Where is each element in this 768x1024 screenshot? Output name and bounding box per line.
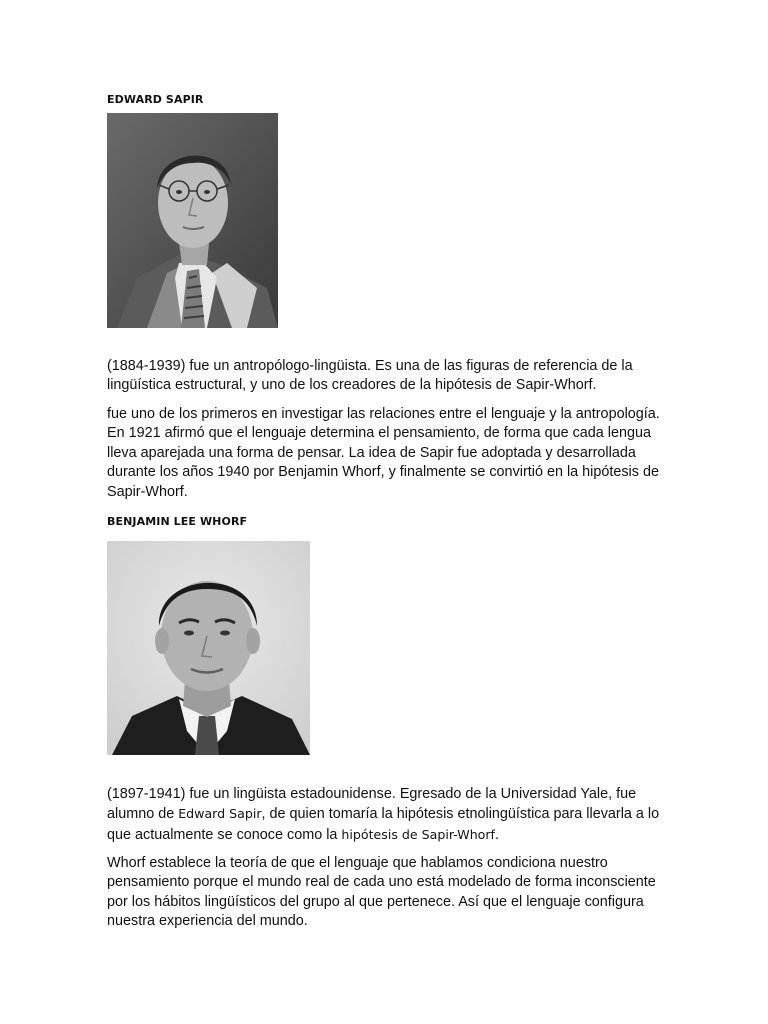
heading-benjamin-lee-whorf: BENJAMIN LEE WHORF — [107, 515, 248, 528]
whorf-paragraph-1-term: hipótesis de Sapir-Whorf — [341, 826, 495, 842]
sapir-paragraph-1: (1884-1939) fue un antropólogo-lingüista. Es una de las figuras de referencia de la lingüística estructural, y uno de los creadores de la hipótesis de Sapir-Whorf. — [107, 358, 633, 394]
whorf-paragraph-1-part1: (1897-1941) fue un lingüista estadounidense. Egresado de la Universidad Yale, fue alumno de — [107, 786, 637, 823]
portrait-edward-sapir — [107, 113, 278, 328]
whorf-paragraph-1-name: Edward Sapir — [178, 806, 262, 822]
sapir-paragraph-2: fue uno de los primeros en investigar las relaciones entre el lenguaje y la antropología. En 1921 afirmó que el lenguaje determina el pensamiento, de forma que cada lengua lleva aparejada una forma de pensar. La idea de Sapir fue adoptada y desarrollada durante los años 1940 por Benjamin Whorf, y finalmente se convirtió en la hipótesis de Sapir-Whorf. — [107, 406, 660, 500]
whorf-paragraph-2: Whorf establece la teoría de que el lenguaje que hablamos condiciona nuestro pensamiento porque el mundo real de cada uno está modelado de forma inconsciente por los hábitos lingüísticos del grupo al que pertenece. Así que el lenguaje configura nuestra experiencia del mundo. — [107, 855, 656, 930]
whorf-paragraph-1-part2: , de quien tomaría la hipótesis etnolingüística para llevarla a lo que actualmente se conoce como la — [107, 806, 660, 843]
portrait-benjamin-whorf — [107, 541, 310, 755]
heading-edward-sapir: EDWARD SAPIR — [107, 93, 204, 106]
whorf-paragraph-1-end: . — [495, 826, 499, 843]
whorf-paragraph-1 — [107, 785, 667, 845]
